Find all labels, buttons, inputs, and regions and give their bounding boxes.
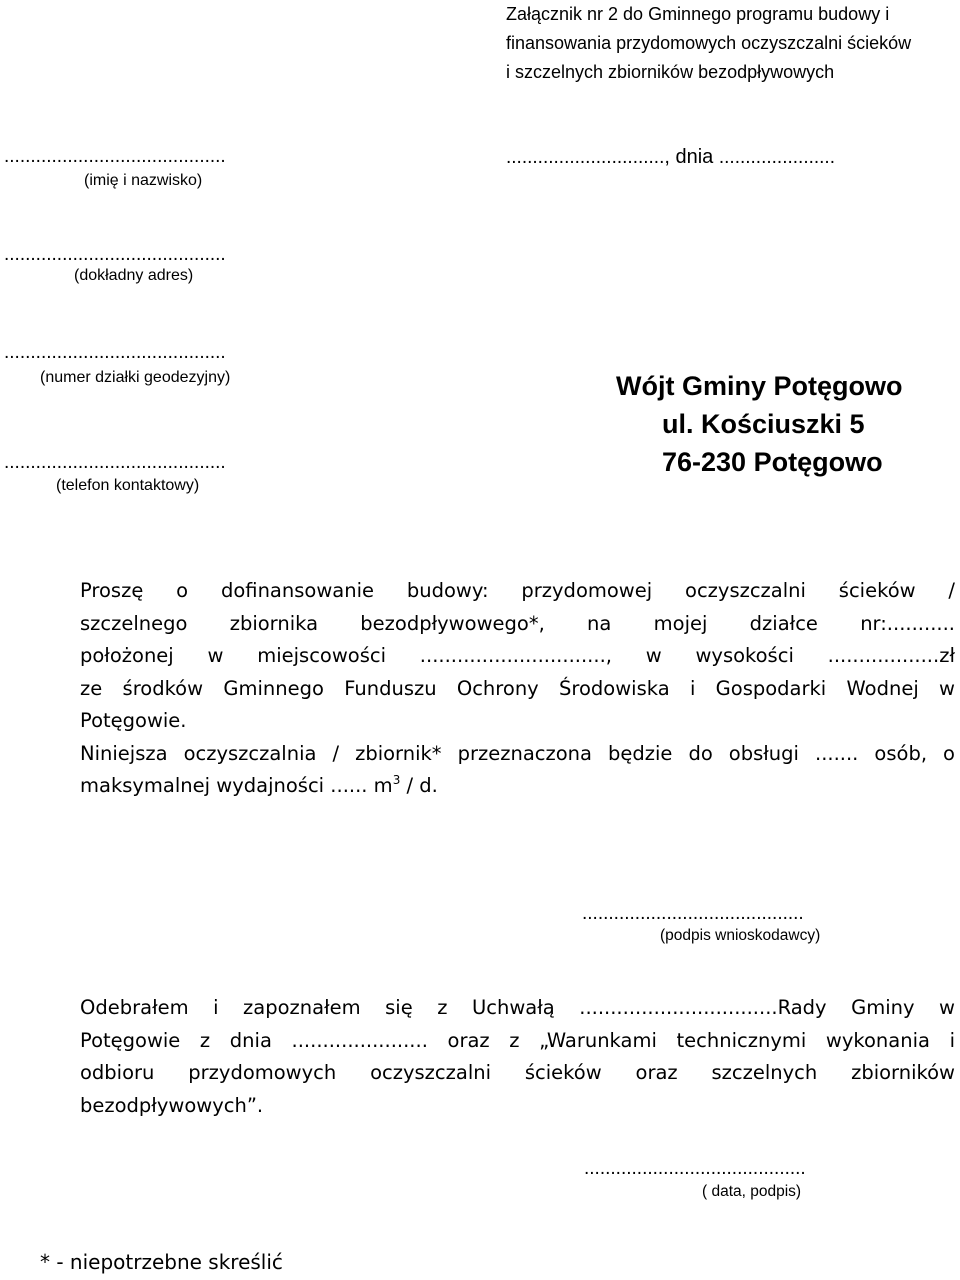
cubic-superscript: 3 <box>392 773 401 787</box>
applicant-address-caption: (dokładny adres) <box>74 267 194 284</box>
ack-line-4: bezodpływowych”. <box>80 1093 264 1117</box>
addressee-street: ul. Kościuszki 5 <box>662 409 865 439</box>
annex-line-2: finansowania przydomowych oczyszczalni ścieków <box>506 33 912 53</box>
annex-header <box>506 0 946 87</box>
request-line-5: Potęgowie. <box>80 709 187 732</box>
ack-line-1: Odebrałem i zapoznałem się z Uchwałą ................................Rady Gminy w <box>80 996 955 1019</box>
phone-field[interactable]: .......................................... <box>4 452 226 473</box>
place-date-line <box>506 146 835 169</box>
date-separator: , dnia <box>664 146 719 168</box>
capacity-text: maksymalnej wydajności ...... m <box>80 774 393 797</box>
request-paragraph <box>80 575 955 803</box>
acknowledgment-paragraph <box>80 992 955 1122</box>
addressee-postal: 76-230 Potęgowo <box>662 447 883 477</box>
applicant-signature-caption: (podpis wnioskodawcy) <box>660 927 821 944</box>
request-line-3: położonej w miejscowości .............................., w wysokości ..................zł <box>80 644 955 667</box>
applicant-signature-field[interactable]: .......................................... <box>582 903 804 924</box>
date-signature-field[interactable]: .......................................... <box>584 1158 806 1179</box>
plot-number-field[interactable]: .......................................... <box>4 342 226 363</box>
date-field[interactable]: ...................... <box>718 147 835 168</box>
request-line-6: Niniejsza oczyszczalnia / zbiornik* przeznaczona będzie do obsługi ....... osób, o <box>80 741 955 765</box>
phone-caption: (telefon kontaktowy) <box>56 477 200 494</box>
place-field[interactable]: .............................. <box>506 147 665 168</box>
footnote: * - niepotrzebne skreślić <box>40 1250 283 1274</box>
per-day-text: / d. <box>400 774 438 797</box>
applicant-address-field[interactable]: .......................................... <box>4 244 226 265</box>
request-line-4: ze środków Gminnego Funduszu Ochrony Środowiska i Gospodarki Wodnej w <box>80 676 955 700</box>
applicant-name-field[interactable]: .......................................... <box>4 146 226 167</box>
annex-line-3: i szczelnych zbiorników bezodpływowych <box>506 62 835 82</box>
ack-line-3: odbioru przydomowych oczyszczalni ścieków oraz szczelnych zbiorników <box>80 1061 955 1084</box>
annex-line-1: Załącznik nr 2 do Gminnego programu budowy i <box>506 4 890 24</box>
request-line-1: Proszę o dofinansowanie budowy: przydomowej oczyszczalni ścieków / <box>80 579 955 602</box>
request-line-7 <box>80 770 955 803</box>
date-signature-caption: ( data, podpis) <box>702 1183 802 1200</box>
applicant-name-caption: (imię i nazwisko) <box>84 172 203 189</box>
plot-number-caption: (numer działki geodezyjny) <box>40 369 231 386</box>
addressee-name: Wójt Gminy Potęgowo <box>616 371 903 401</box>
request-line-2: szczelnego zbiornika bezodpływowego*, na mojej działce nr:........... <box>80 611 955 635</box>
ack-line-2: Potęgowie z dnia ...................... oraz z „Warunkami technicznymi wykonania i <box>80 1028 955 1052</box>
